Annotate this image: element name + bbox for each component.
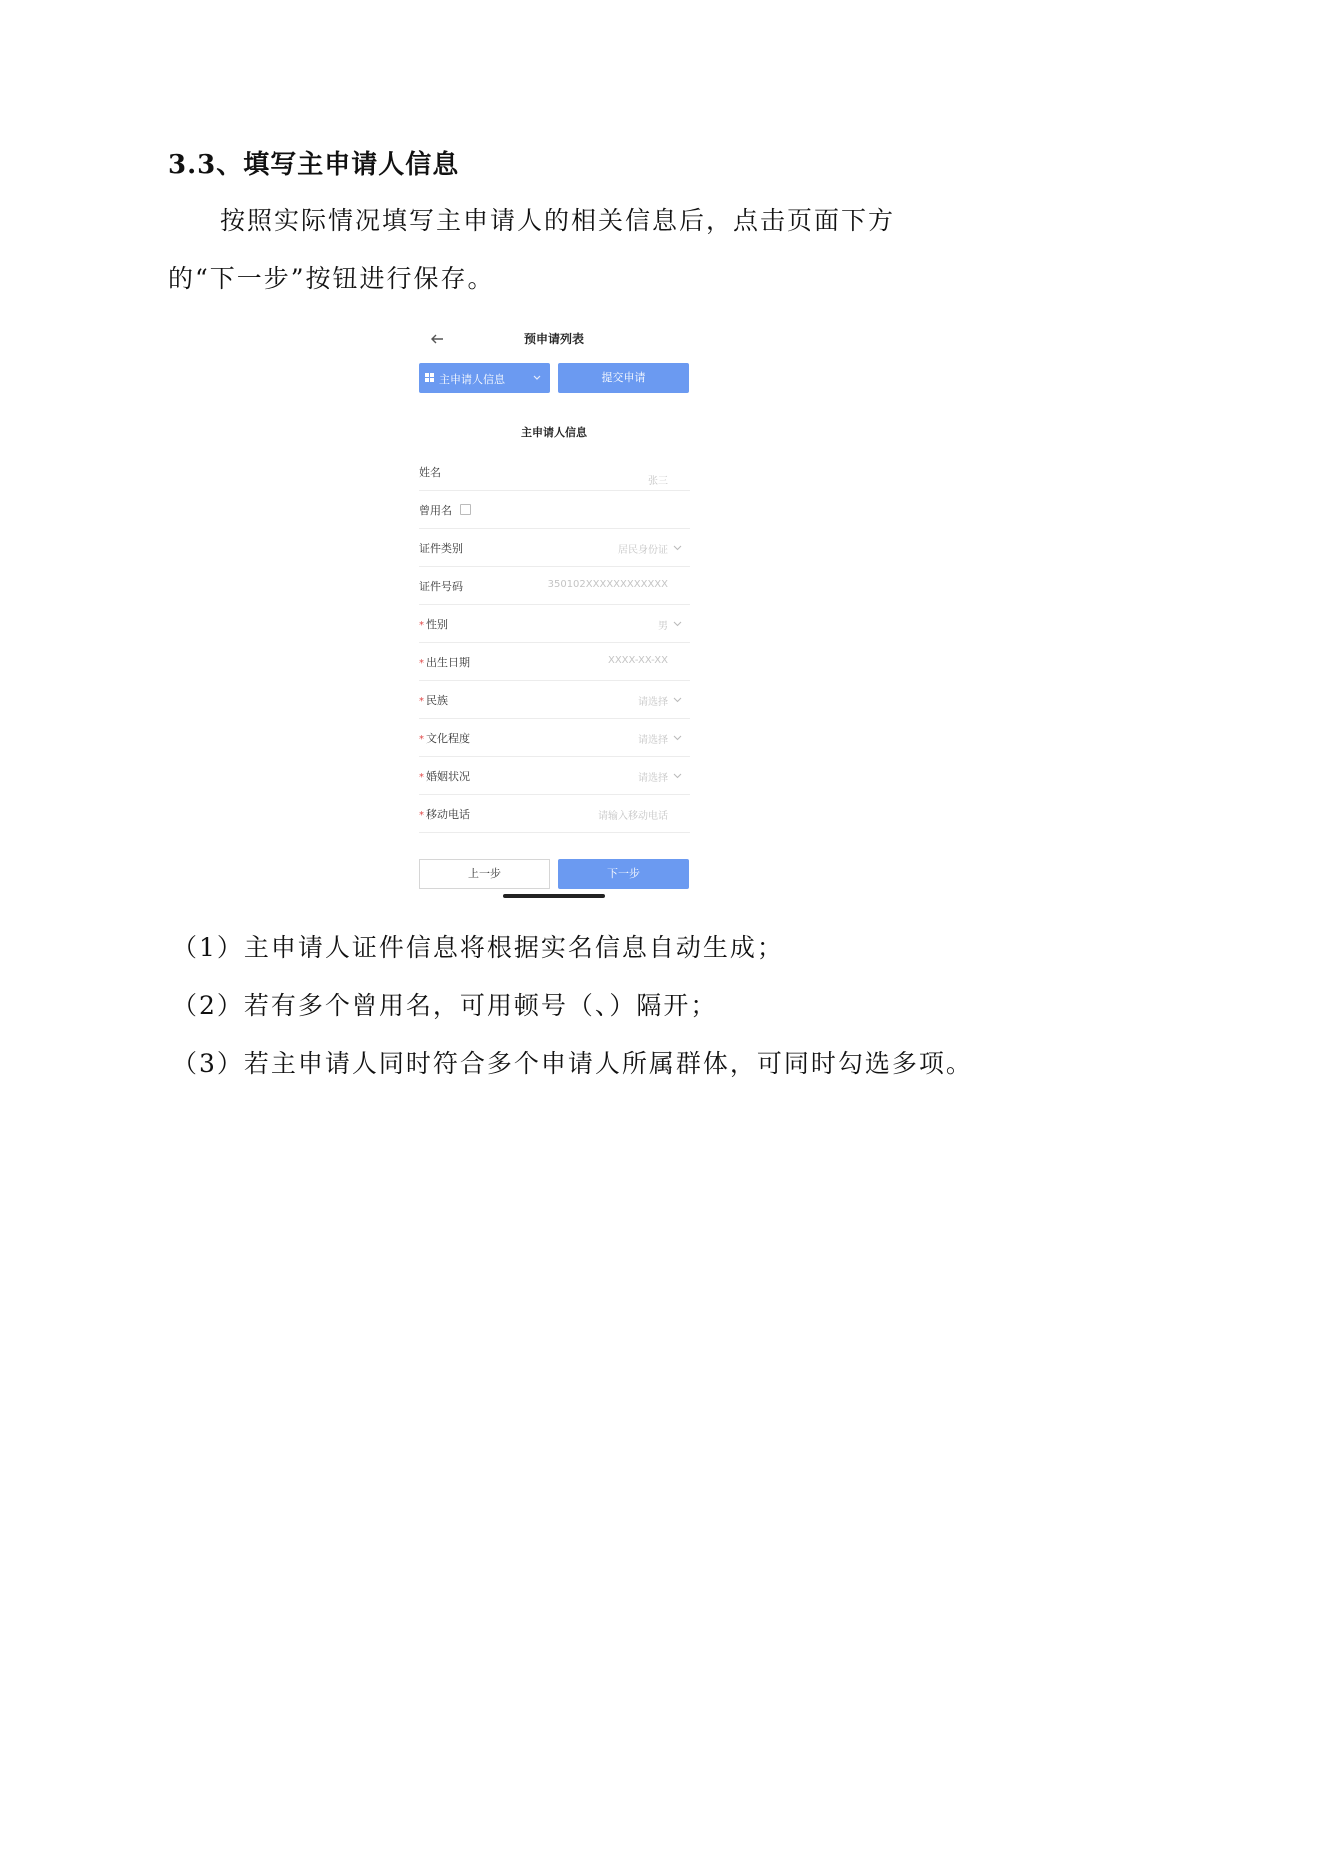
field-id-number[interactable] [419, 566, 690, 605]
field-label: 曾用名 [419, 502, 471, 518]
chevron-down-icon [673, 619, 682, 628]
field-ethnicity[interactable] [419, 680, 690, 719]
note-item: （3）若主申请人同时符合多个申请人所属群体，可同时勾选多项。 [172, 1049, 973, 1078]
field-label: * 文化程度 [419, 732, 470, 745]
section-select[interactable] [419, 363, 550, 393]
field-value[interactable]: XXXX-XX-XX [607, 655, 668, 666]
home-indicator [503, 894, 605, 898]
note-item: （1）主申请人证件信息将根据实名信息自动生成； [172, 933, 784, 962]
field-label: * 婚姻状况 [419, 770, 470, 783]
field-value[interactable]: 张三 [648, 476, 668, 487]
next-step-button[interactable]: 下一步 [558, 859, 689, 889]
field-value[interactable]: 请输入移动电话 [598, 811, 668, 822]
required-mark: * [419, 658, 424, 669]
field-label: * 民族 [419, 694, 448, 707]
field-name[interactable] [419, 452, 690, 491]
chevron-down-icon [673, 733, 682, 742]
page-title: 预申请列表 [523, 332, 584, 346]
chevron-down-icon [532, 372, 542, 382]
section-heading: 3.3、填写主申请人信息 [168, 150, 460, 180]
field-former-name[interactable] [419, 490, 690, 529]
required-mark: * [419, 734, 424, 745]
note-item: （2）若有多个曾用名，可用顿号（、）隔开； [172, 991, 718, 1020]
field-value[interactable]: 请选择 [638, 697, 668, 708]
field-mobile-phone[interactable] [419, 794, 690, 833]
field-marital-status[interactable] [419, 756, 690, 795]
field-label: 证件类别 [419, 542, 463, 555]
required-mark: * [419, 772, 424, 783]
required-mark: * [419, 810, 424, 821]
phone-screenshot [414, 324, 694, 904]
required-mark: * [419, 696, 424, 707]
chevron-down-icon [673, 543, 682, 552]
field-label: 证件号码 [419, 580, 463, 593]
field-education[interactable] [419, 718, 690, 757]
field-id-type[interactable] [419, 528, 690, 567]
field-label: * 出生日期 [419, 656, 470, 669]
required-mark: * [419, 620, 424, 631]
instruction-paragraph: 按照实际情况填写主申请人的相关信息后，点击页面下方的“下一步”按钮进行保存。 [168, 206, 896, 293]
form-title: 主申请人信息 [521, 426, 587, 439]
field-value[interactable]: 居民身份证 [618, 545, 668, 556]
field-label: 姓名 [419, 466, 441, 479]
former-name-checkbox[interactable] [460, 504, 471, 515]
grid-icon [425, 373, 434, 382]
field-value[interactable]: 350102XXXXXXXXXXXX [547, 579, 668, 590]
field-value[interactable]: 请选择 [638, 735, 668, 746]
top-bar [414, 324, 694, 354]
field-label: * 移动电话 [419, 808, 470, 821]
field-value[interactable]: 男 [658, 621, 668, 632]
field-value[interactable]: 请选择 [638, 773, 668, 784]
chevron-down-icon [673, 771, 682, 780]
submit-application-button[interactable]: 提交申请 [558, 363, 689, 393]
chevron-down-icon [673, 695, 682, 704]
field-gender[interactable] [419, 604, 690, 643]
section-select-label: 主申请人信息 [439, 373, 505, 386]
field-label: * 性别 [419, 618, 448, 631]
previous-step-button[interactable]: 上一步 [419, 859, 550, 889]
field-birth-date[interactable] [419, 642, 690, 681]
